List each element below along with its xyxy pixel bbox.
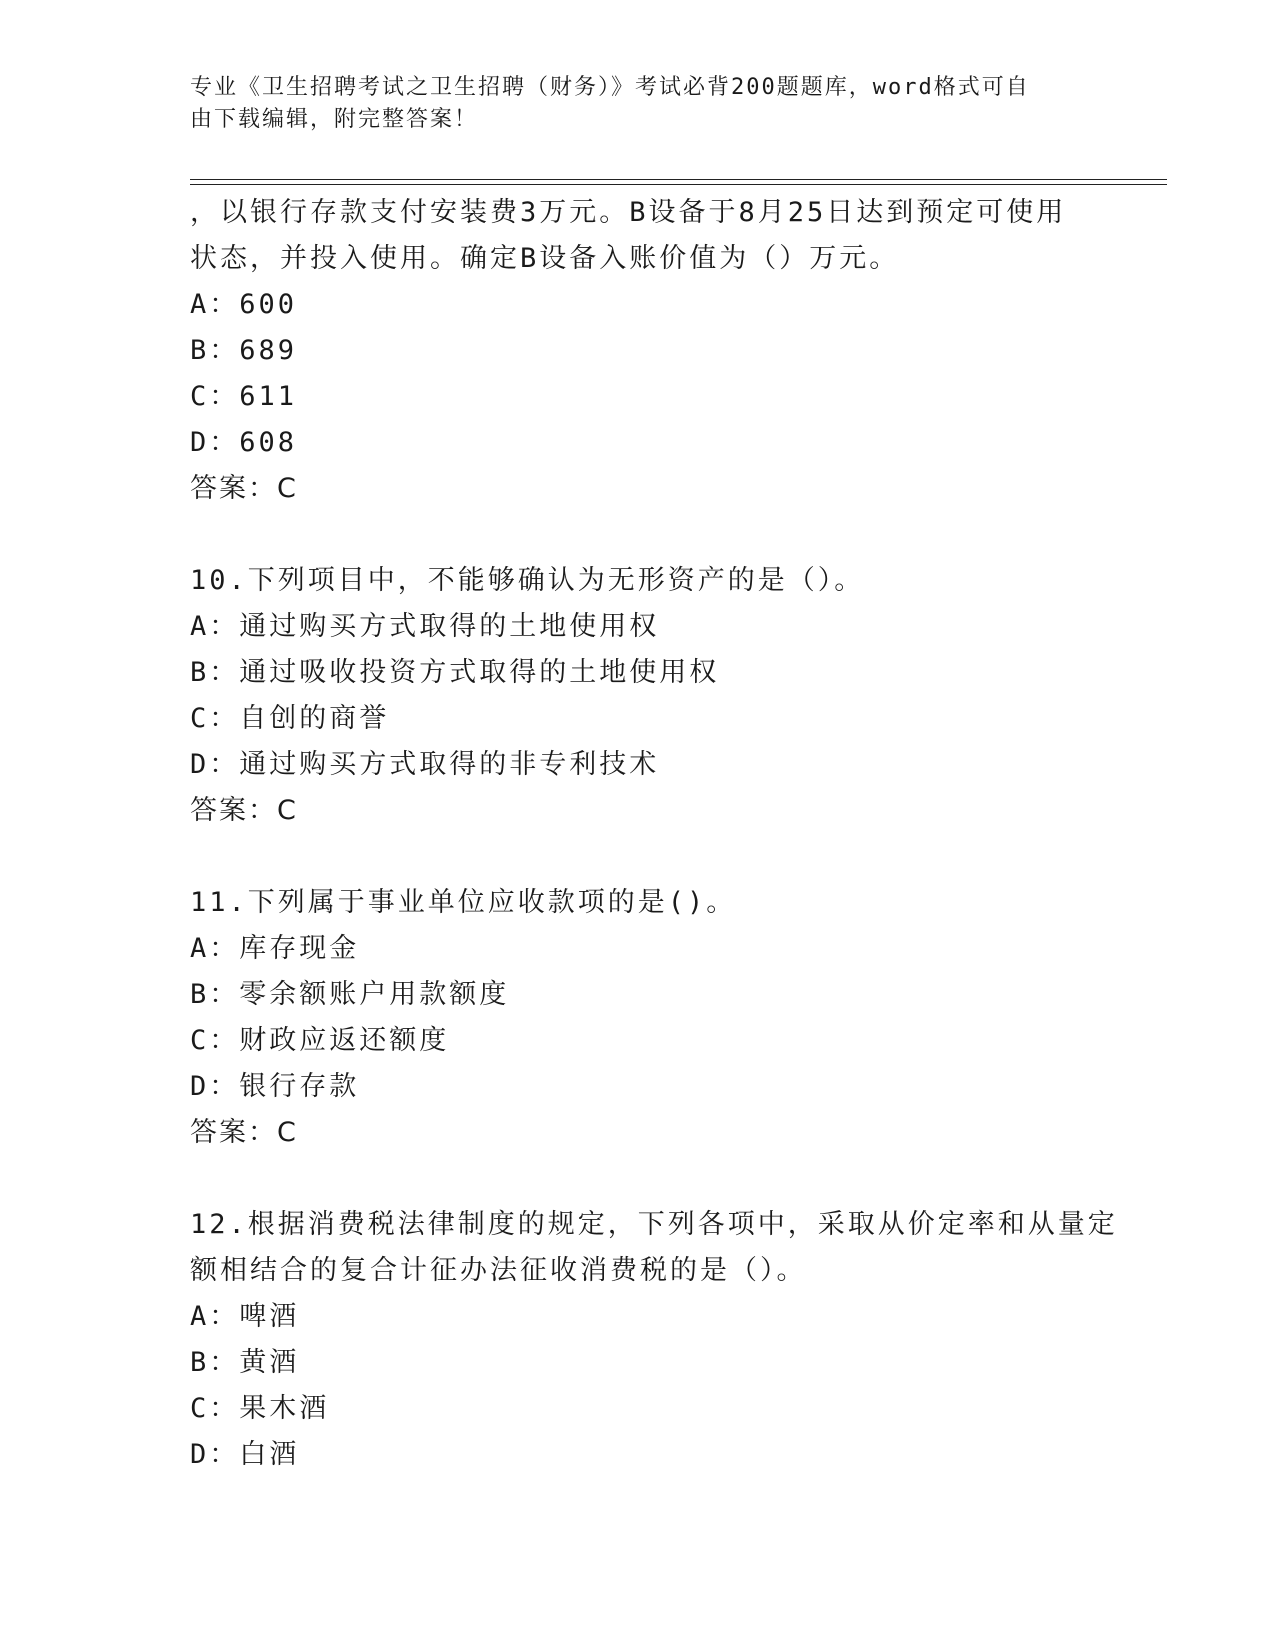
option-b: B：通过吸收投资方式取得的土地使用权 — [190, 657, 720, 688]
question-12 — [190, 1202, 1118, 1478]
option-d: D：银行存款 — [190, 1071, 360, 1102]
question-9 — [190, 190, 1090, 512]
header-line-1: 专业《卫生招聘考试之卫生招聘（财务）》考试必背200题题库，word格式可自 — [190, 75, 1030, 100]
question-10 — [190, 558, 1090, 834]
header-divider-bottom — [190, 184, 1167, 185]
option-a: A：通过购买方式取得的土地使用权 — [190, 611, 660, 642]
option-b: B：零余额账户用款额度 — [190, 979, 510, 1010]
answer-label: 答案：C — [190, 1117, 298, 1148]
option-a: A：库存现金 — [190, 933, 360, 964]
option-b: B：689 — [190, 335, 298, 366]
spacer — [190, 1156, 1090, 1202]
question-11 — [190, 880, 1090, 1156]
header-line-2: 由下载编辑，附完整答案！ — [190, 107, 479, 132]
option-c: C：自创的商誉 — [190, 703, 390, 734]
option-c: C：611 — [190, 381, 298, 412]
question-text-line: 状态，并投入使用。确定B设备入账价值为（）万元。 — [190, 243, 900, 274]
question-text: 10.下列项目中，不能够确认为无形资产的是（）。 — [190, 565, 865, 596]
question-list — [190, 190, 1118, 1478]
option-b: B：黄酒 — [190, 1347, 300, 1378]
answer-label: 答案：C — [190, 473, 298, 504]
question-text: 11.下列属于事业单位应收款项的是()。 — [190, 887, 737, 918]
document-header — [190, 72, 1090, 136]
question-text-line: ，以银行存款支付安装费3万元。B设备于8月25日达到预定可使用 — [190, 197, 1067, 228]
option-a: A：600 — [190, 289, 298, 320]
question-text-line: 12.根据消费税法律制度的规定，下列各项中，采取从价定率和从量定 — [190, 1209, 1118, 1240]
option-a: A：啤酒 — [190, 1301, 300, 1332]
option-d: D：通过购买方式取得的非专利技术 — [190, 749, 660, 780]
spacer — [190, 512, 1090, 558]
header-divider-top — [190, 179, 1167, 180]
spacer — [190, 834, 1090, 880]
answer-label: 答案：C — [190, 795, 298, 826]
option-c: C：财政应返还额度 — [190, 1025, 450, 1056]
option-d: D：白酒 — [190, 1439, 300, 1470]
question-text-line: 额相结合的复合计征办法征收消费税的是（）。 — [190, 1255, 807, 1286]
option-c: C：果木酒 — [190, 1393, 330, 1424]
option-d: D：608 — [190, 427, 298, 458]
